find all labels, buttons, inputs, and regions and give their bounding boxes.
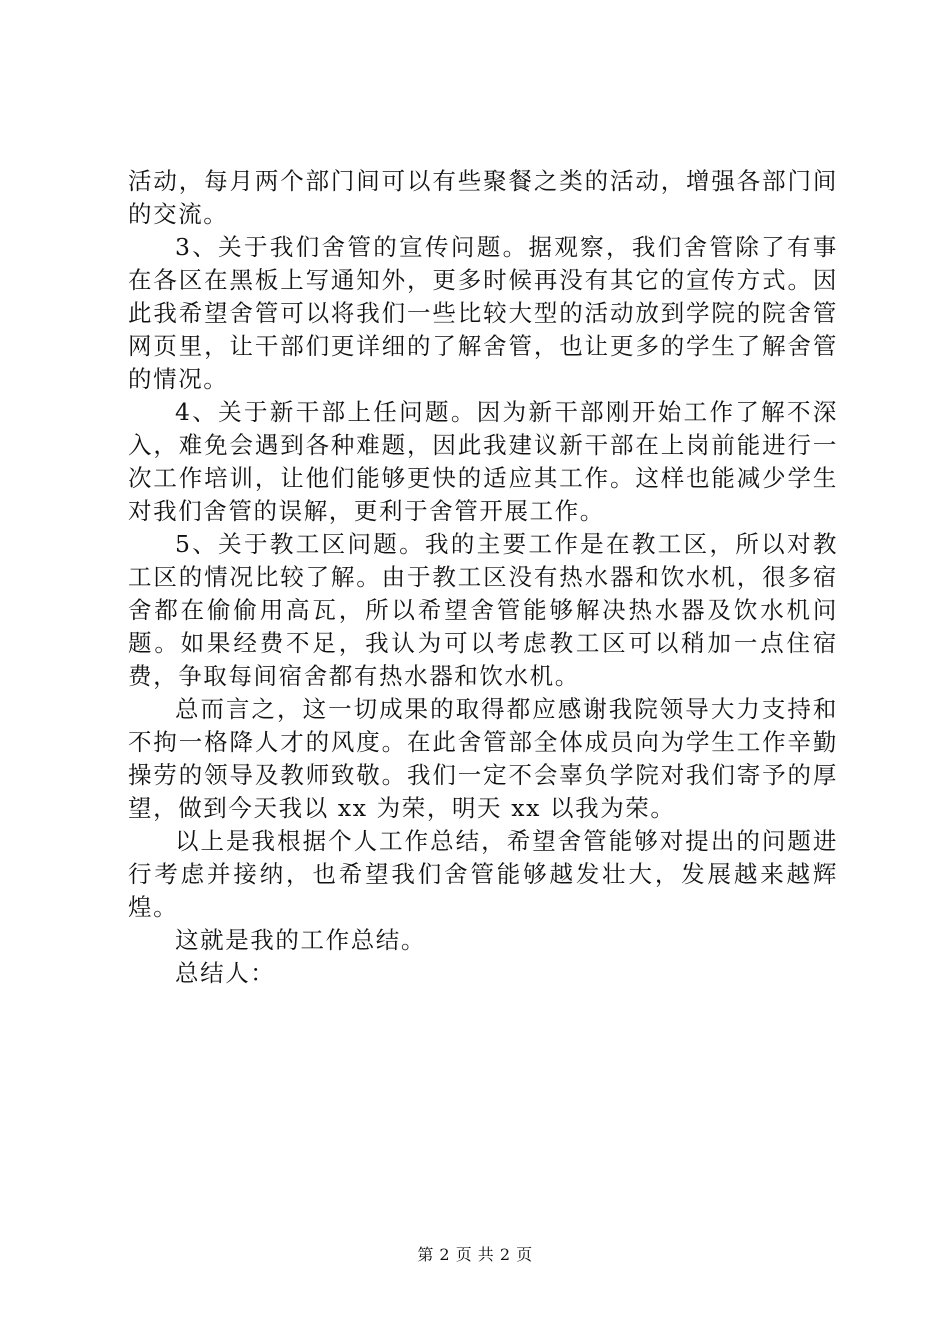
paragraph-conclusion: 总而言之，这一切成果的取得都应感谢我院领导大力支持和不拘一格降人才的风度。在此舍管部全体成员向为学生工作辛勤操劳的领导及教师致敬。我们一定不会辜负学院对我们寄予的厚望，做到今天我以 xx 为荣，明天 xx 以我为荣。 (128, 695, 838, 822)
paragraph-summary: 以上是我根据个人工作总结，希望舍管能够对提出的问题进行考虑并接纳，也希望我们舍管能够越发壮大，发展越来越辉煌。 (128, 827, 838, 921)
signature-label: 总结人： (175, 959, 276, 987)
page-footer: 第 2 页 共 2 页 (417, 1245, 533, 1264)
paragraph-closing: 这就是我的工作总结。 (175, 926, 426, 954)
document-body (128, 165, 838, 990)
paragraph-new-staff-issue: 4、关于新干部上任问题。因为新干部刚开始工作了解不深入，难免会遇到各种难题，因此我建议新干部在上岗前能进行一次工作培训，让他们能够更快的适应其工作。这样也能减少学生对我们舍管的误解，更利于舍管开展工作。 (128, 398, 838, 525)
paragraph-publicity-issue: 3、关于我们舍管的宣传问题。据观察，我们舍管除了有事在各区在黑板上写通知外，更多时候再没有其它的宣传方式。因此我希望舍管可以将我们一些比较大型的活动放到学院的院舍管网页里，让干部们更详细的了解舍管，也让更多的学生了解舍管的情况。 (128, 233, 838, 393)
paragraph-staff-area-issue: 5、关于教工区问题。我的主要工作是在教工区，所以对教工区的情况比较了解。由于教工区没有热水器和饮水机，很多宿舍都在偷偷用高瓦，所以希望舍管能够解决热水器及饮水机问题。如果经费不足，我认为可以考虑教工区可以稍加一点住宿费，争取每间宿舍都有热水器和饮水机。 (128, 530, 838, 690)
paragraph-continuation: 活动，每月两个部门间可以有些聚餐之类的活动，增强各部门间的交流。 (128, 167, 838, 228)
